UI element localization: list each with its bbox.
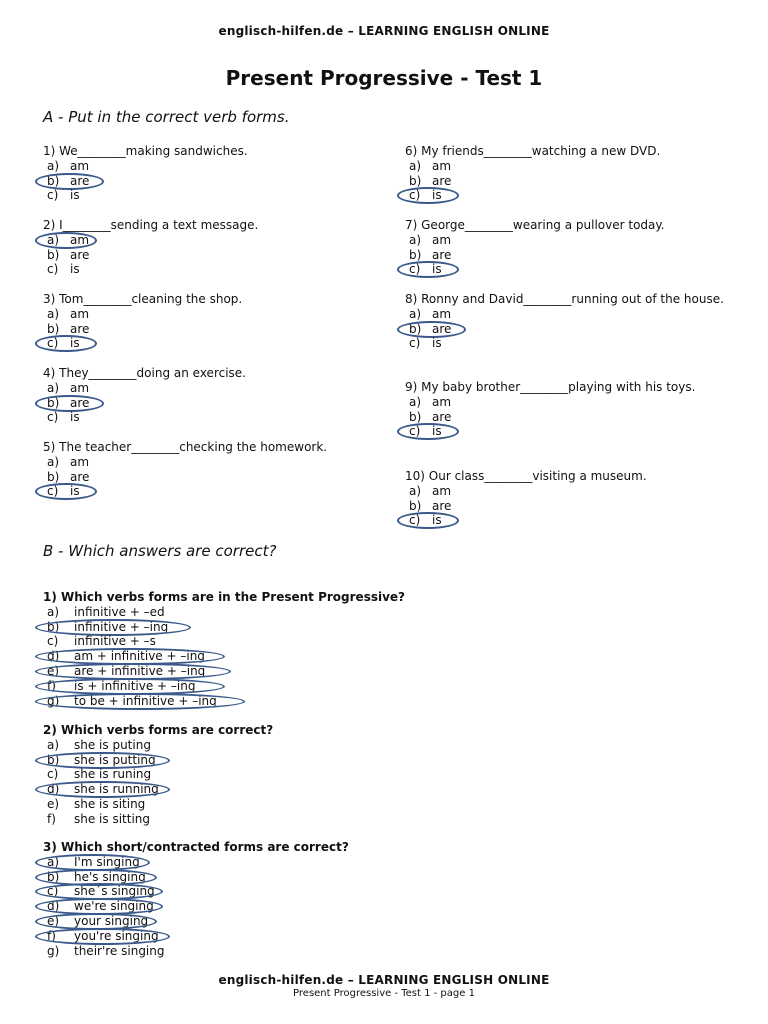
question-a-4 — [43, 366, 343, 425]
option-letter: f) — [47, 678, 56, 693]
question-stem: 8) Ronny and David________running out of the house. — [405, 292, 724, 306]
option-letter: c) — [47, 484, 59, 499]
option-letter: b) — [409, 247, 422, 262]
answer-option[interactable] — [405, 424, 725, 439]
question-stem: 5) The teacher________checking the homework. — [43, 440, 328, 454]
question-b-2 — [43, 723, 463, 827]
option-text: are — [432, 173, 452, 188]
answer-option[interactable] — [43, 914, 463, 929]
answer-option[interactable] — [405, 410, 725, 425]
option-letter: f) — [47, 811, 56, 826]
answer-option[interactable] — [43, 944, 463, 959]
option-text: am — [70, 454, 90, 469]
option-letter: a) — [409, 483, 422, 498]
answer-circle-mark — [35, 928, 170, 945]
answer-circle-mark — [397, 261, 459, 278]
question-a-1 — [43, 144, 343, 203]
answer-option[interactable] — [405, 484, 725, 499]
footer-line-1: englisch-hilfen.de – LEARNING ENGLISH ONLINE — [218, 973, 550, 987]
page-title: Present Progressive - Test 1 — [225, 66, 543, 90]
question-a-8 — [405, 292, 725, 351]
answer-circle-mark — [397, 423, 459, 440]
option-letter: b) — [47, 247, 60, 262]
option-text: she is siting — [74, 796, 146, 811]
answer-circle-mark — [397, 512, 459, 529]
option-text: am — [70, 232, 90, 247]
option-text: is — [432, 188, 442, 203]
answer-option[interactable] — [405, 336, 725, 351]
option-text: am — [432, 158, 452, 173]
option-text: am — [70, 306, 90, 321]
answer-option[interactable] — [43, 782, 463, 797]
option-text: she is running — [74, 782, 159, 797]
option-text: is + infinitive + –ing — [74, 678, 196, 693]
answer-option[interactable] — [43, 812, 463, 827]
answer-option[interactable] — [43, 174, 343, 189]
option-text: is — [432, 424, 442, 439]
answer-option[interactable] — [43, 738, 463, 753]
option-text: you're singing — [74, 928, 159, 943]
option-text: your singing — [74, 913, 149, 928]
answer-option[interactable] — [43, 620, 463, 635]
question-stem: 2) I________sending a text message. — [43, 218, 259, 232]
option-letter: e) — [47, 663, 60, 678]
option-letter: e) — [47, 796, 60, 811]
option-text: am — [70, 158, 90, 173]
answer-option[interactable] — [405, 159, 725, 174]
answer-option[interactable] — [43, 322, 343, 337]
option-letter: b) — [409, 409, 422, 424]
option-letter: b) — [47, 619, 60, 634]
answer-option[interactable] — [43, 855, 463, 870]
answer-option[interactable] — [43, 679, 463, 694]
question-a-6 — [405, 144, 725, 203]
option-text: am + infinitive + –ing — [74, 649, 205, 664]
option-letter: a) — [47, 232, 60, 247]
option-letter: f) — [47, 928, 56, 943]
answer-circle-mark — [35, 483, 97, 500]
answer-option[interactable] — [43, 233, 343, 248]
answer-option[interactable] — [405, 262, 725, 277]
question-a-10 — [405, 469, 725, 528]
answer-option[interactable] — [405, 248, 725, 263]
option-text: are — [432, 498, 452, 513]
option-text: are — [432, 409, 452, 424]
answer-option[interactable] — [43, 470, 343, 485]
answer-option[interactable] — [43, 767, 463, 782]
option-letter: a) — [47, 306, 60, 321]
answer-option[interactable] — [43, 484, 343, 499]
option-text: we're singing — [74, 899, 154, 914]
answer-option[interactable] — [43, 870, 463, 885]
option-letter: c) — [409, 424, 421, 439]
option-text: is — [432, 336, 442, 351]
answer-circle-mark — [35, 752, 170, 769]
option-text: are — [70, 469, 90, 484]
option-text: are + infinitive + –ing — [74, 663, 206, 678]
option-text: am — [432, 232, 452, 247]
answer-circle-mark — [35, 619, 191, 636]
question-a-5 — [43, 440, 343, 499]
answer-option[interactable] — [43, 884, 463, 899]
option-letter: c) — [409, 336, 421, 351]
answer-option[interactable] — [43, 634, 463, 649]
answer-option[interactable] — [405, 174, 725, 189]
question-b-3 — [43, 840, 463, 958]
section-b-heading: B - Which answers are correct? — [43, 542, 277, 560]
option-letter: a) — [409, 306, 422, 321]
question-b-1 — [43, 590, 463, 708]
answer-option[interactable] — [43, 159, 343, 174]
option-text: is — [70, 410, 80, 425]
answer-option[interactable] — [43, 455, 343, 470]
option-letter: c) — [409, 513, 421, 528]
answer-option[interactable] — [405, 188, 725, 203]
option-text: she is putting — [74, 752, 156, 767]
answer-option[interactable] — [43, 262, 343, 277]
option-text: she is puting — [74, 737, 151, 752]
option-text: she is sitting — [74, 811, 151, 826]
answer-circle-mark — [35, 232, 97, 249]
question-stem: 3) Which short/contracted forms are correct? — [43, 840, 349, 854]
question-stem: 7) George________wearing a pullover today. — [405, 218, 665, 232]
answer-option[interactable] — [43, 410, 343, 425]
answer-option[interactable] — [43, 248, 343, 263]
option-text: am — [432, 306, 452, 321]
option-letter: b) — [47, 869, 60, 884]
answer-option[interactable] — [43, 605, 463, 620]
answer-option[interactable] — [405, 307, 725, 322]
answer-option[interactable] — [43, 797, 463, 812]
option-letter: b) — [47, 752, 60, 767]
question-a-2 — [43, 218, 343, 277]
question-stem: 2) Which verbs forms are correct? — [43, 723, 274, 737]
option-text: I'm singing — [74, 854, 140, 869]
question-stem: 3) Tom________cleaning the shop. — [43, 292, 243, 306]
answer-option[interactable] — [43, 381, 343, 396]
option-text: are — [432, 247, 452, 262]
option-letter: c) — [409, 188, 421, 203]
answer-option[interactable] — [43, 396, 343, 411]
option-text: is — [432, 513, 442, 528]
answer-circle-mark — [397, 187, 459, 204]
answer-circle-mark — [35, 693, 245, 710]
option-text: infinitive + –s — [74, 634, 156, 649]
option-letter: a) — [409, 158, 422, 173]
question-stem: 1) We________making sandwiches. — [43, 144, 248, 158]
option-letter: c) — [47, 262, 59, 277]
answer-option[interactable] — [405, 322, 725, 337]
option-letter: c) — [47, 188, 59, 203]
answer-circle-mark — [35, 395, 104, 412]
option-letter: c) — [47, 336, 59, 351]
option-letter: b) — [409, 321, 422, 336]
option-text: he's singing — [74, 869, 146, 884]
option-text: to be + infinitive + –ing — [74, 693, 217, 708]
option-letter: d) — [47, 899, 60, 914]
option-text: infinitive + –ing — [74, 619, 169, 634]
option-letter: b) — [47, 395, 60, 410]
option-letter: e) — [47, 913, 60, 928]
option-letter: a) — [47, 737, 60, 752]
option-text: is — [70, 484, 80, 499]
option-text: she is runing — [74, 767, 152, 782]
option-letter: a) — [47, 854, 60, 869]
option-letter: c) — [47, 410, 59, 425]
option-letter: d) — [47, 649, 60, 664]
option-text: is — [432, 262, 442, 277]
option-letter: c) — [47, 634, 59, 649]
question-stem: 10) Our class________visiting a museum. — [405, 469, 647, 483]
option-letter: b) — [409, 173, 422, 188]
option-text: are — [70, 395, 90, 410]
answer-option[interactable] — [43, 899, 463, 914]
option-letter: c) — [47, 767, 59, 782]
question-a-9 — [405, 380, 725, 439]
option-letter: g) — [47, 943, 60, 958]
answer-option[interactable] — [43, 307, 343, 322]
option-letter: b) — [47, 469, 60, 484]
question-stem: 4) They________doing an exercise. — [43, 366, 246, 380]
option-text: is — [70, 262, 80, 277]
page-footer — [0, 973, 768, 999]
option-text: are — [70, 247, 90, 262]
option-text: infinitive + –ed — [74, 604, 165, 619]
question-a-7 — [405, 218, 725, 277]
option-text: are — [432, 321, 452, 336]
answer-option[interactable] — [43, 649, 463, 664]
answer-option[interactable] — [43, 929, 463, 944]
answer-circle-mark — [397, 321, 466, 338]
option-letter: c) — [47, 884, 59, 899]
answer-option[interactable] — [405, 233, 725, 248]
answer-option[interactable] — [43, 694, 463, 709]
option-letter: a) — [47, 604, 60, 619]
answer-option[interactable] — [43, 336, 343, 351]
option-letter: c) — [409, 262, 421, 277]
option-text: their're singing — [74, 943, 165, 958]
answer-option[interactable] — [43, 753, 463, 768]
option-text: are — [70, 173, 90, 188]
option-letter: a) — [409, 394, 422, 409]
option-text: am — [432, 394, 452, 409]
option-letter: b) — [409, 498, 422, 513]
option-text: is — [70, 188, 80, 203]
option-letter: d) — [47, 782, 60, 797]
answer-option[interactable] — [43, 664, 463, 679]
page-header: englisch-hilfen.de – LEARNING ENGLISH ONLINE — [218, 24, 550, 38]
answer-circle-mark — [35, 173, 104, 190]
section-a-heading: A - Put in the correct verb forms. — [43, 108, 290, 126]
option-letter: b) — [47, 173, 60, 188]
answer-option[interactable] — [43, 188, 343, 203]
answer-circle-mark — [35, 335, 97, 352]
option-text: am — [70, 380, 90, 395]
option-text: are — [70, 321, 90, 336]
option-text: she´s singing — [74, 884, 155, 899]
option-letter: a) — [47, 380, 60, 395]
option-letter: a) — [47, 158, 60, 173]
option-text: am — [432, 483, 452, 498]
answer-option[interactable] — [405, 499, 725, 514]
option-letter: a) — [47, 454, 60, 469]
question-stem: 1) Which verbs forms are in the Present Progressive? — [43, 590, 406, 604]
option-letter: g) — [47, 693, 60, 708]
answer-option[interactable] — [405, 395, 725, 410]
option-letter: b) — [47, 321, 60, 336]
option-letter: a) — [409, 232, 422, 247]
question-stem: 9) My baby brother________playing with his toys. — [405, 380, 696, 394]
question-a-3 — [43, 292, 343, 351]
answer-option[interactable] — [405, 513, 725, 528]
option-text: is — [70, 336, 80, 351]
question-stem: 6) My friends________watching a new DVD. — [405, 144, 661, 158]
footer-line-2: Present Progressive - Test 1 - page 1 — [293, 988, 475, 999]
